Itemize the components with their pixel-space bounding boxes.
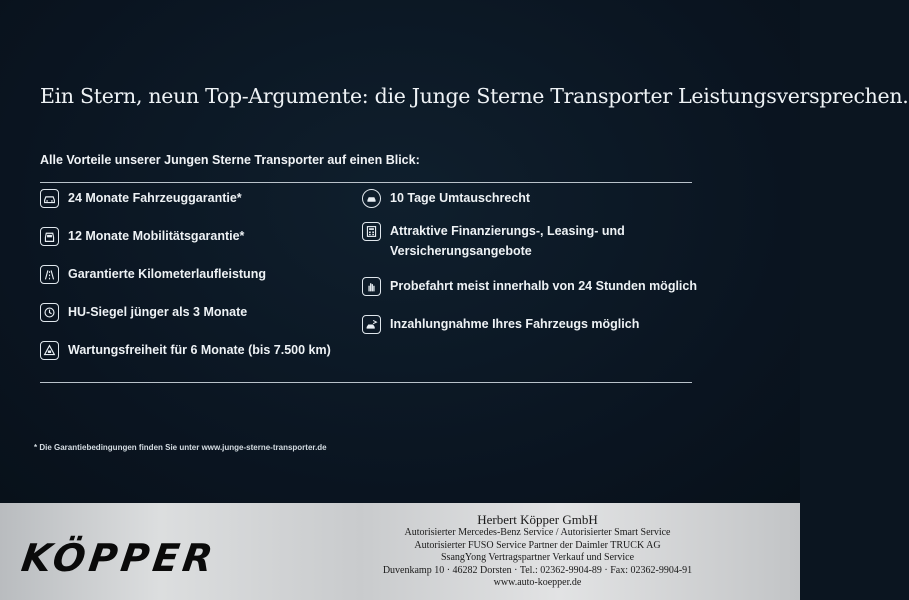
maintenance-car-icon	[40, 341, 59, 360]
mobility-guarantee-icon	[40, 227, 59, 246]
benefit-item	[362, 190, 702, 223]
exchange-car-icon	[362, 189, 381, 208]
benefit-label: Probefahrt meist innerhalb von 24 Stunden möglich	[390, 279, 697, 293]
dealer-website-link[interactable]: www.auto-koepper.de	[493, 577, 582, 589]
benefit-item	[40, 304, 350, 342]
benefit-item	[40, 228, 350, 266]
calculator-icon	[362, 222, 381, 241]
benefit-item	[362, 223, 702, 278]
trade-in-icon	[362, 315, 381, 334]
dealer-logo: KÖPPER	[18, 536, 220, 580]
benefit-label: Attraktive Finanzierungs-, Leasing- und Versicherungsangebote	[390, 224, 625, 258]
page-title: Ein Stern, neun Top-Argumente: die Junge Sterne Transporter Leistungsversprechen.	[40, 84, 909, 108]
benefit-item	[40, 266, 350, 304]
benefit-item	[40, 190, 350, 228]
benefit-label: HU-Siegel jünger als 3 Monate	[68, 305, 248, 319]
benefit-label: 24 Monate Fahrzeuggarantie*	[68, 191, 242, 205]
dealer-line: Autorisierter Mercedes-Benz Service / Autorisierter Smart Service	[404, 527, 671, 538]
bottom-divider	[40, 382, 692, 383]
car-warranty-icon	[40, 189, 59, 208]
benefits-right-column	[362, 190, 702, 354]
benefit-label: Garantierte Kilometerlaufleistung	[68, 267, 266, 281]
dealer-line: Autorisierter FUSO Service Partner der Daimler TRUCK AG	[414, 539, 661, 551]
mileage-road-icon	[40, 265, 59, 284]
benefit-label: Inzahlungnahme Ihres Fahrzeugs möglich	[390, 317, 640, 331]
benefit-label: 10 Tage Umtauschrecht	[390, 191, 531, 205]
benefit-item	[362, 316, 702, 354]
footnote: * Die Garantiebedingungen finden Sie unter www.junge-sterne-transporter.de	[34, 443, 327, 452]
benefit-item	[40, 342, 350, 380]
benefit-label: Wartungsfreiheit für 6 Monate (bis 7.500 km)	[68, 343, 331, 357]
benefit-item	[362, 278, 702, 316]
subheadline: Alle Vorteile unserer Jungen Sterne Transporter auf einen Blick:	[40, 153, 420, 167]
top-divider	[40, 182, 692, 183]
benefit-label: 12 Monate Mobilitätsgarantie*	[68, 229, 245, 243]
benefits-left-column	[40, 190, 350, 380]
dealer-address: Duvenkamp 10 · 46282 Dorsten · Tel.: 02362-9904-89 · Fax: 02362-9904-91	[382, 564, 693, 576]
test-drive-hand-icon	[362, 277, 381, 296]
dealer-name: Herbert Köpper GmbH	[477, 512, 598, 527]
dealer-line: SsangYong Vertragspartner Verkauf und Service	[440, 552, 635, 564]
inspection-seal-icon	[40, 303, 59, 322]
dealer-info	[370, 512, 705, 590]
